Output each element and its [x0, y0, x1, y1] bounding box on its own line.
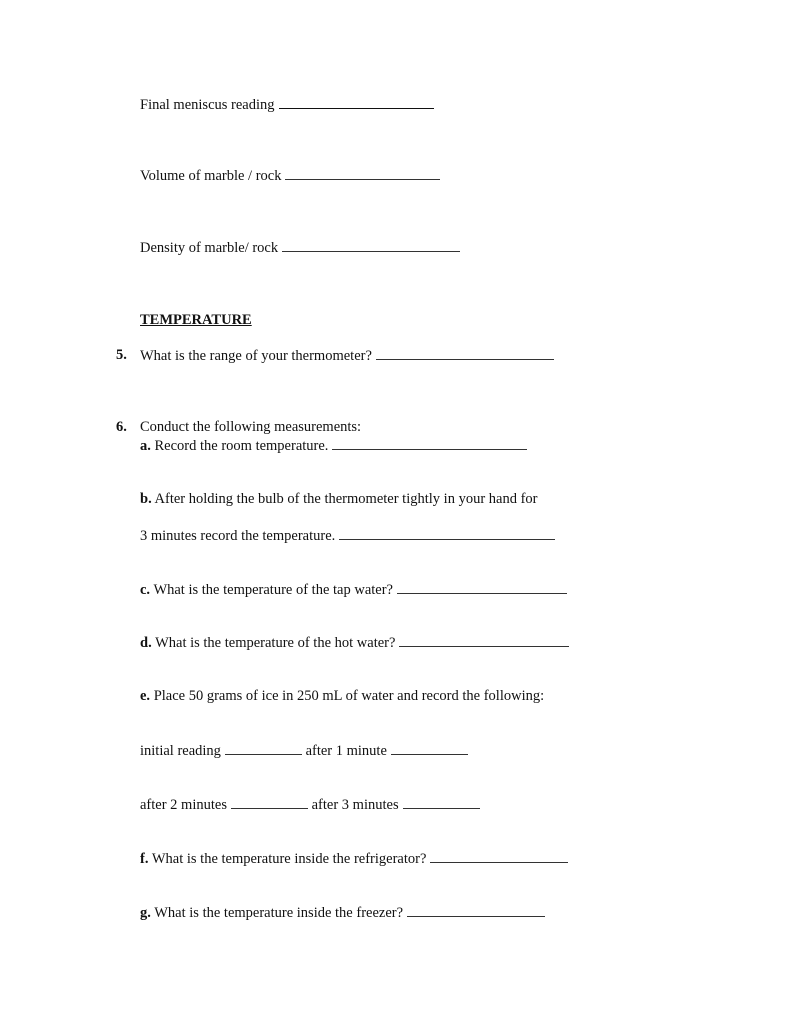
density-marble-row	[140, 238, 460, 257]
q6b-row1	[140, 490, 538, 508]
q6f-letter: f.	[140, 851, 149, 867]
q6g-row	[140, 903, 545, 922]
temperature-heading: TEMPERATURE	[140, 312, 252, 328]
q6f-blank[interactable]	[430, 849, 568, 863]
q6e-text: Place 50 grams of ice in 250 mL of water and record the following:	[153, 688, 545, 704]
q6a-blank[interactable]	[332, 436, 527, 450]
q6c-blank[interactable]	[397, 580, 567, 594]
q6e-letter: e.	[140, 688, 151, 704]
after-3-minutes-label: after 3 minutes	[311, 797, 399, 813]
initial-reading-blank[interactable]	[225, 741, 302, 755]
q6e-readings-row2	[140, 795, 480, 814]
after-2-minutes-blank[interactable]	[231, 795, 308, 809]
q6b-letter: b.	[140, 491, 152, 507]
after-3-minutes-blank[interactable]	[403, 795, 480, 809]
final-meniscus-row	[140, 95, 434, 114]
volume-marble-label: Volume of marble / rock	[140, 168, 282, 184]
q6c-text: What is the temperature of the tap water?	[153, 582, 393, 598]
after-1-minute-label: after 1 minute	[305, 743, 387, 759]
q6f-row	[140, 849, 568, 868]
q6d-blank[interactable]	[399, 633, 569, 647]
q6c-row	[140, 580, 567, 599]
q5-blank[interactable]	[376, 346, 554, 360]
density-marble-blank[interactable]	[282, 238, 460, 252]
q6a-row	[140, 436, 527, 455]
q6b-text2: 3 minutes record the temperature.	[140, 528, 336, 544]
density-marble-label: Density of marble/ rock	[140, 240, 279, 256]
q5-text: What is the range of your thermometer?	[140, 348, 372, 364]
q6e-row	[140, 687, 544, 705]
q6d-row	[140, 633, 569, 652]
q6b-blank[interactable]	[339, 526, 555, 540]
q6g-letter: g.	[140, 905, 151, 921]
q5-number: 5.	[116, 347, 127, 363]
q6d-letter: d.	[140, 635, 152, 651]
after-1-minute-blank[interactable]	[391, 741, 468, 755]
volume-marble-row	[140, 166, 440, 185]
after-2-minutes-label: after 2 minutes	[140, 797, 227, 813]
q6-intro: Conduct the following measurements:	[140, 419, 362, 435]
q6-number: 6.	[116, 419, 127, 435]
q6a-letter: a.	[140, 438, 151, 454]
volume-marble-blank[interactable]	[285, 166, 440, 180]
q5-row	[140, 346, 554, 365]
final-meniscus-blank[interactable]	[279, 95, 434, 109]
q6g-text: What is the temperature inside the freezer?	[154, 905, 404, 921]
q6f-text: What is the temperature inside the refrigerator?	[151, 851, 427, 867]
q6b-row2	[140, 526, 555, 545]
final-meniscus-label: Final meniscus reading	[140, 97, 275, 113]
q6g-blank[interactable]	[407, 903, 545, 917]
q6e-readings-row1	[140, 741, 468, 760]
q6a-text: Record the room temperature.	[154, 438, 329, 454]
initial-reading-label: initial reading	[140, 743, 221, 759]
q6d-text: What is the temperature of the hot water?	[155, 635, 396, 651]
q6c-letter: c.	[140, 582, 151, 598]
q6b-text1: After holding the bulb of the thermometer tightly in your hand for	[154, 491, 538, 507]
